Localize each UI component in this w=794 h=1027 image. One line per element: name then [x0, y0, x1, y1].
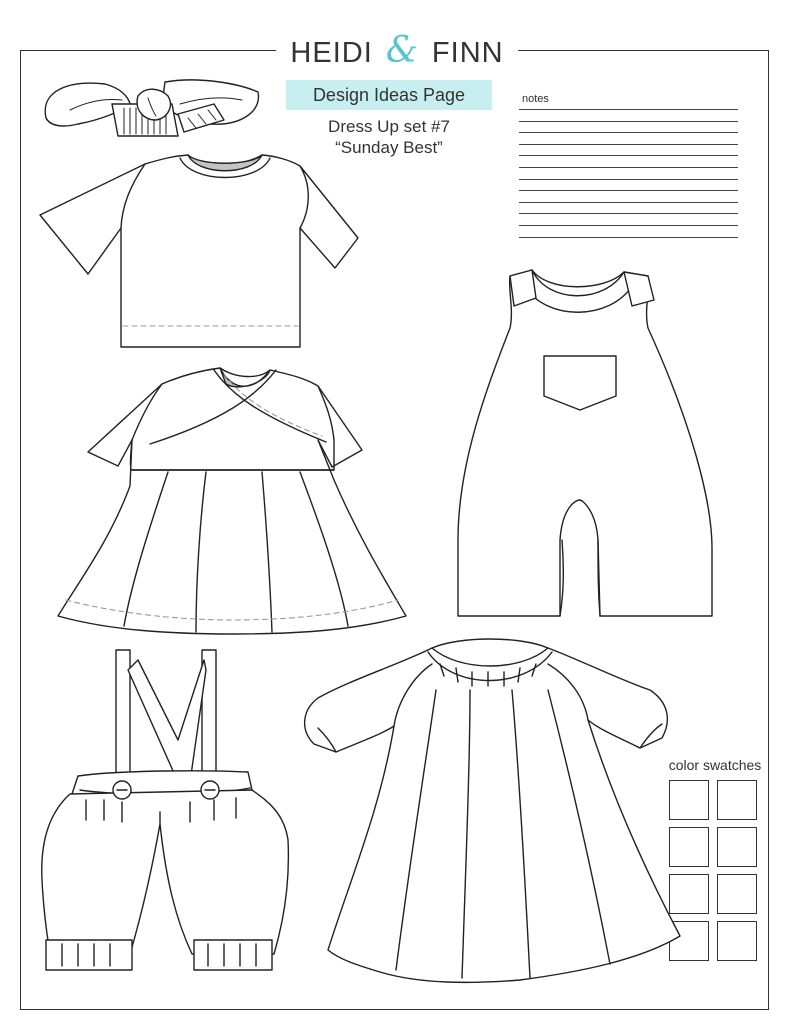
page-subtitle: Design Ideas Page [286, 80, 492, 110]
set-name: “Sunday Best” [335, 138, 443, 157]
wrap-dress-drawing [58, 368, 406, 634]
set-number: Dress Up set #7 [328, 117, 450, 136]
peasant-dress-drawing [305, 639, 680, 982]
brand-name-right: FINN [431, 37, 504, 69]
tshirt-drawing [40, 155, 358, 347]
swatches-label: color swatches [668, 757, 762, 773]
brand-name-left: HEIDI [290, 37, 373, 69]
brand-ampersand: & [385, 30, 419, 71]
romper-drawing [458, 270, 712, 616]
headband-drawing [45, 80, 258, 136]
notes-label: notes [522, 93, 549, 105]
bloomers-drawing [42, 650, 289, 970]
